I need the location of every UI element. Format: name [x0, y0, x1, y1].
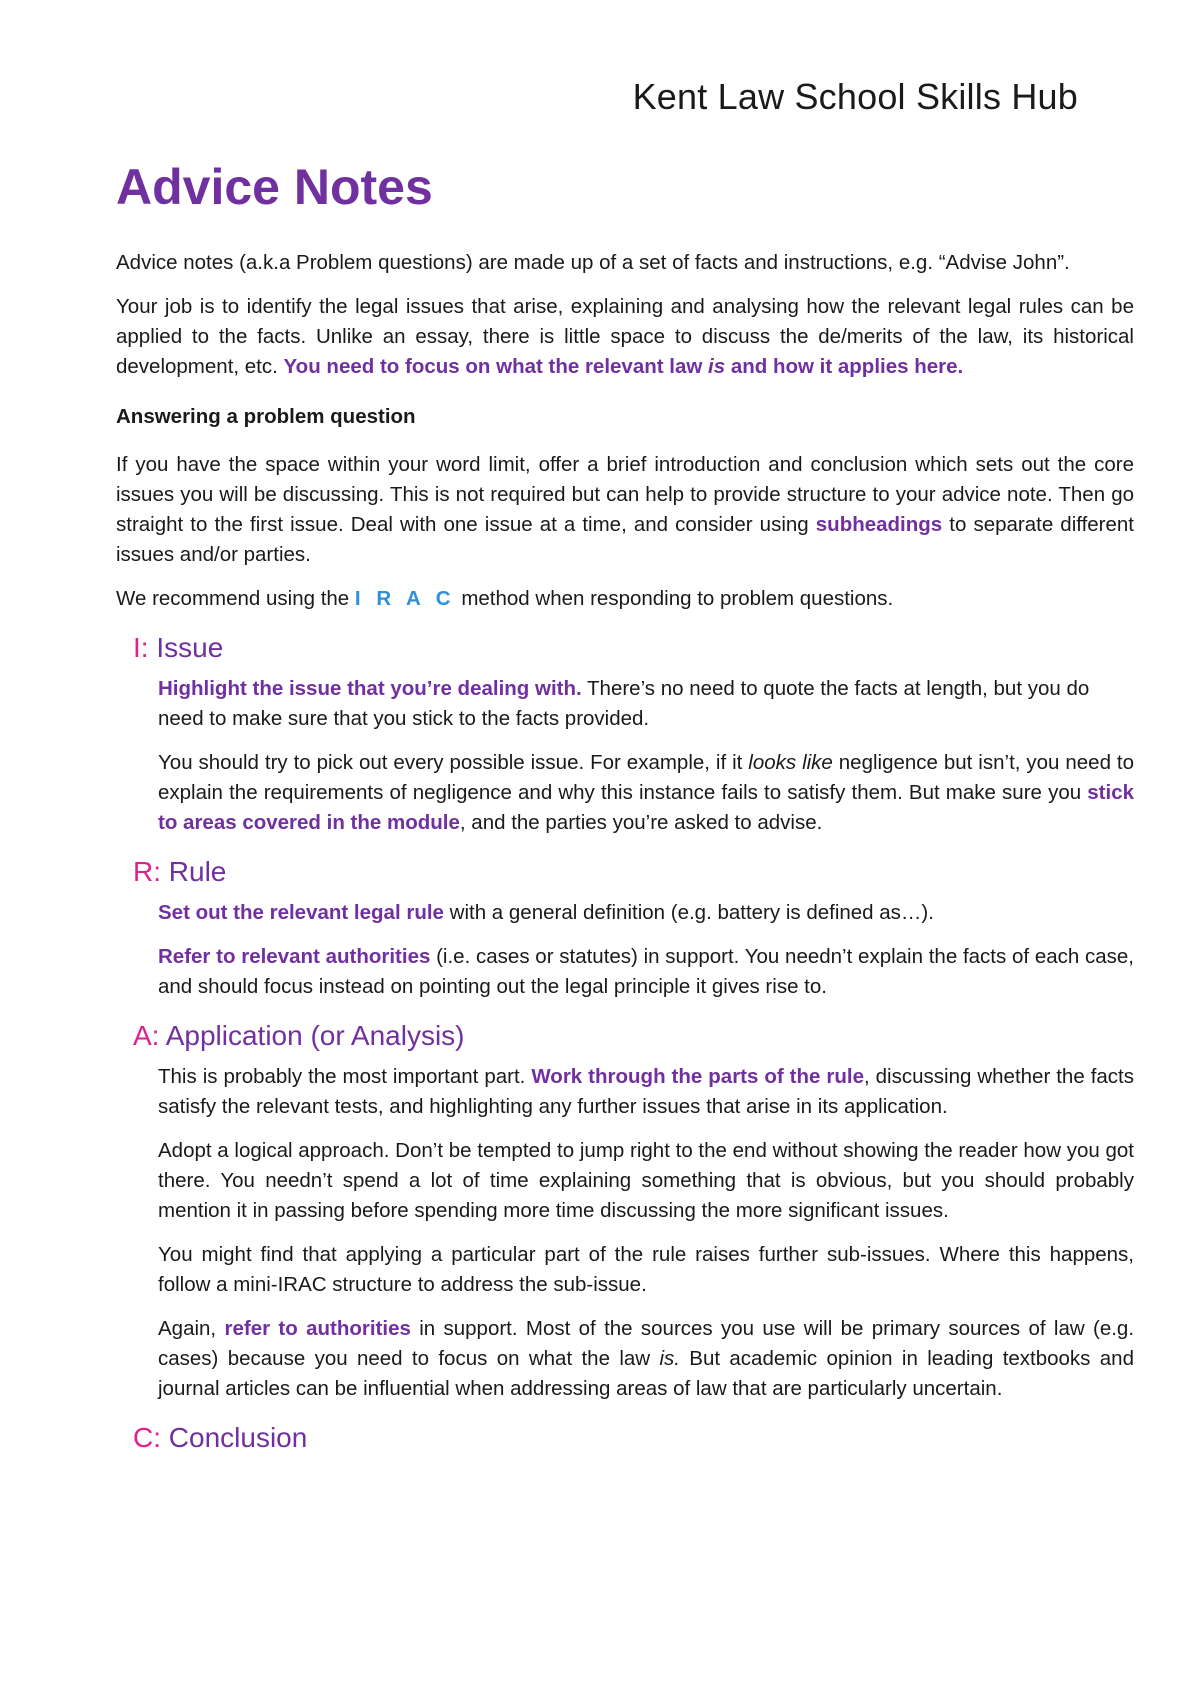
- section-heading-application: A: Application (or Analysis): [133, 1020, 465, 1051]
- irac-label: I R A C: [354, 587, 456, 610]
- section-application-body: [158, 1062, 1134, 1404]
- highlight-text: You need to focus on what the relevant law is and how it applies here.: [283, 355, 964, 378]
- section-issue-body: [158, 674, 1134, 838]
- page-title: Advice Notes: [116, 159, 433, 215]
- section-heading-rule: R: Rule: [133, 856, 227, 887]
- application-paragraph-1: This is probably the most important part. Work through the parts of the rule, discussing whether the facts satisfy the relevant tests, and highlighting any further issues that arise in its application.: [158, 1065, 1134, 1118]
- section-heading-issue: I: Issue: [133, 632, 224, 663]
- application-paragraph-3: You might find that applying a particular part of the rule raises further sub-issues. Where this happens, follow a mini-IRAC structure to address the sub-issue.: [158, 1243, 1134, 1296]
- section-heading-conclusion: C: Conclusion: [133, 1422, 308, 1453]
- answering-paragraph-2: We recommend using the I R A C method when responding to problem questions.: [116, 587, 894, 610]
- issue-paragraph-1: Highlight the issue that you’re dealing with. There’s no need to quote the facts at length, but you do need to make sure that you stick to the facts provided.: [158, 677, 1090, 730]
- issue-paragraph-2: You should try to pick out every possible issue. For example, if it looks like negligence but isn’t, you need to explain the requirements of negligence and why this instance fails to satisfy them. But make sure you stick to areas covered in the module, and the parties you’re asked to advise.: [158, 751, 1135, 834]
- document-body: [116, 248, 1134, 1464]
- application-paragraph-2: Adopt a logical approach. Don’t be tempted to jump right to the end without showing the reader how you got there. You needn’t spend a lot of time explaining something that is obvious, but you should probably mention it in passing before spending more time discussing the more significant issues.: [158, 1139, 1134, 1222]
- subheading-answering: Answering a problem question: [116, 405, 416, 428]
- intro-paragraph-1: Advice notes (a.k.a Problem questions) are made up of a set of facts and instructions, e.g. “Advise John”.: [116, 251, 1070, 274]
- rule-paragraph-2: Refer to relevant authorities (i.e. cases or statutes) in support. You needn’t explain the facts of each case, and should focus instead on pointing out the legal principle it gives rise to.: [158, 945, 1134, 998]
- intro-paragraph-2: Your job is to identify the legal issues that arise, explaining and analysing how the relevant legal rules can be applied to the facts. Unlike an essay, there is little space to discuss the de/merits of the law, its historical development, etc. You need to focus on what the relevant law is and how it applies here.: [116, 295, 1134, 378]
- highlight-text: subheadings: [815, 513, 943, 536]
- rule-paragraph-1: Set out the relevant legal rule with a general definition (e.g. battery is defined as…).: [158, 901, 934, 924]
- application-paragraph-4: Again, refer to authorities in support. Most of the sources you use will be primary sources of law (e.g. cases) because you need to focus on what the law is. But academic opinion in leading textbooks and journal articles can be influential when addressing areas of law that are particularly uncertain.: [158, 1317, 1135, 1400]
- answering-paragraph-1: If you have the space within your word limit, offer a brief introduction and conclusion which sets out the core issues you will be discussing. This is not required but can help to provide structure to your advice note. Then go straight to the first issue. Deal with one issue at a time, and consider using subheadings to separate different issues and/or parties.: [116, 453, 1134, 566]
- header-org: Kent Law School Skills Hub: [632, 76, 1078, 117]
- section-rule-body: [158, 898, 1134, 1002]
